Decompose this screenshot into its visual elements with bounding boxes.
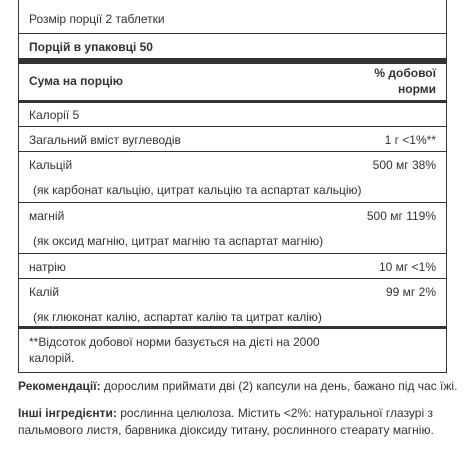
nutrient-value: 10 мг <1% xyxy=(379,260,436,274)
ingredients-text: пальмового листя, барвника діоксиду титану, рослинного стеарату магнію. xyxy=(18,423,434,437)
nutrient-value: 1 г <1%** xyxy=(384,133,436,147)
nutrient-value: 99 мг 2% xyxy=(386,285,436,299)
other-ingredients xyxy=(18,405,458,439)
servings-per-container: Порцій в упаковці 50 xyxy=(29,40,153,54)
ingredients-label: Інші інгредієнти: xyxy=(18,406,117,420)
nutrient-source: (як глюконат калію, аспартат калію та цитрат калію) xyxy=(33,310,322,324)
daily-value-header-line2: норми xyxy=(397,82,436,96)
footnote: **Відсоток добової норми базується на дієті на 2000 xyxy=(29,335,320,349)
nutrient-value: 500 мг 119% xyxy=(366,209,436,223)
nutrient-name: Загальний вміст вуглеводів xyxy=(29,133,181,147)
recommendations-text: дорослим приймати дві (2) капсули на день, бажано під час їжі. xyxy=(100,379,458,393)
recommendations xyxy=(18,378,458,395)
nutrient-value: 500 мг 38% xyxy=(372,158,436,172)
serving-size: Розмір порції 2 таблетки xyxy=(29,12,165,26)
nutrient-source: (як карбонат кальцію, цитрат кальцію та аспартат кальцію) xyxy=(33,183,362,197)
divider xyxy=(19,278,446,279)
divider xyxy=(19,33,446,34)
daily-value-header-line1: % добової xyxy=(374,66,436,80)
divider-mid xyxy=(19,100,446,103)
ingredients-text: рослинна целюлоза. Містить <2%: натуральної глазурі з xyxy=(116,406,433,420)
nutrient-name: магній xyxy=(29,209,65,223)
footnote: калорій. xyxy=(29,351,75,365)
divider xyxy=(19,253,446,254)
nutrient-source: (як оксид магнію, цитрат магнію та аспартат магнію) xyxy=(33,234,324,248)
divider-mid xyxy=(19,326,446,329)
nutrient-name: Кальцій xyxy=(29,158,73,172)
nutrient-name: натрію xyxy=(29,260,66,274)
nutrient-name: Калій xyxy=(29,285,60,299)
recommendations-label: Рекомендації: xyxy=(18,379,101,393)
amount-per-serving-header: Сума на порцію xyxy=(29,74,124,88)
calories: Калорії 5 xyxy=(29,108,80,122)
divider-thick xyxy=(19,58,446,64)
facts-table xyxy=(18,0,447,373)
divider xyxy=(19,151,446,152)
divider xyxy=(19,202,446,203)
divider xyxy=(19,126,446,127)
